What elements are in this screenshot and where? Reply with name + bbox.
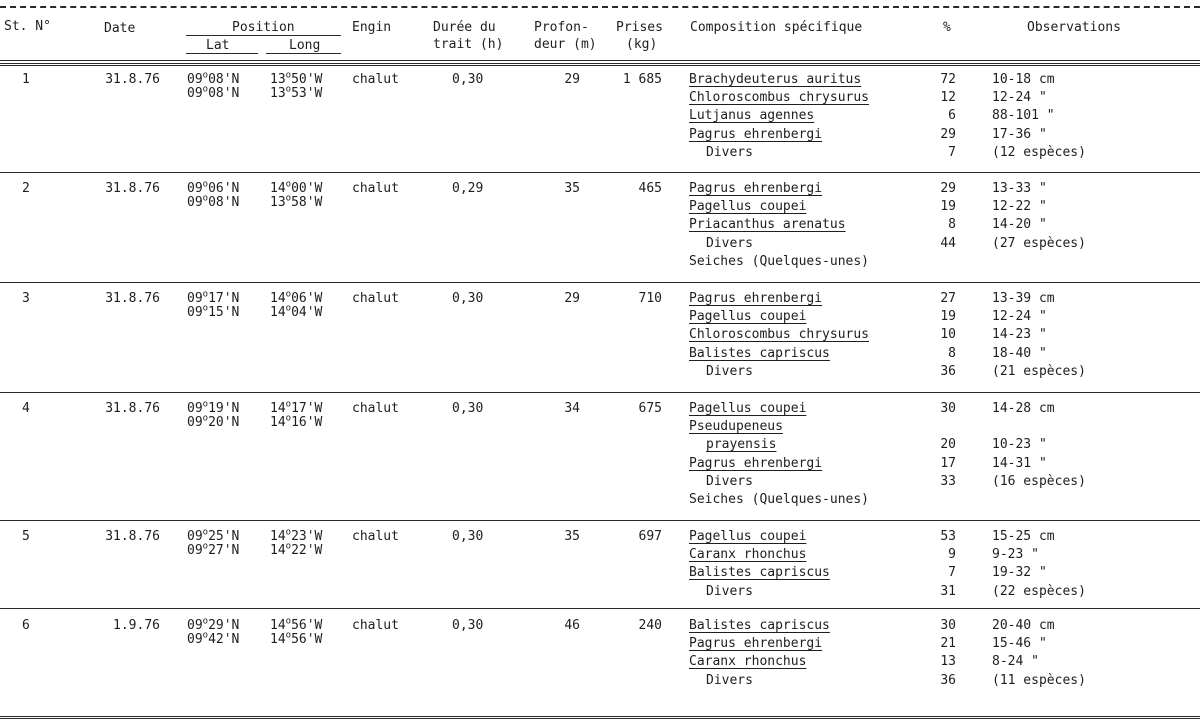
station-long-1: 13$^o$50'W <box>270 70 323 87</box>
header-long: Long <box>289 38 321 53</box>
header-observations: Observations <box>1027 20 1121 35</box>
species-percent: 10 <box>940 327 956 343</box>
header-station: St. N° <box>4 19 51 34</box>
species-observation: 18-40 " <box>992 345 1047 361</box>
species-name: Pagellus coupei <box>689 529 807 544</box>
species-percent: 30 <box>940 618 956 633</box>
station-prises: 697 <box>638 529 662 544</box>
species-name: Pagrus ehrenbergi <box>689 291 823 306</box>
species-observation: 15-25 cm <box>992 529 1055 544</box>
station-long-2: 14$^o$56'W <box>270 630 323 647</box>
species-percent: 12 <box>940 90 956 106</box>
species-observation: 12-24 " <box>992 309 1047 325</box>
station-profondeur: 34 <box>564 401 580 416</box>
species-percent: 44 <box>940 235 956 251</box>
species-percent: 8 <box>948 217 956 233</box>
station-engin: chalut <box>352 529 399 544</box>
species-percent: 8 <box>948 345 956 361</box>
species-observation: 14-28 cm <box>992 401 1055 416</box>
station-lat-1: 09$^o$19'N <box>187 399 240 416</box>
species-name: Pagrus ehrenbergi <box>689 181 823 196</box>
station-prises: 675 <box>638 401 662 416</box>
station-long-2: 13$^o$58'W <box>270 193 323 210</box>
species-percent: 30 <box>940 401 956 416</box>
header-bottom-border <box>0 60 1200 61</box>
header-composition: Composition spécifique <box>690 20 863 35</box>
species-name: Balistes capriscus <box>689 618 830 633</box>
species-observation: (21 espèces) <box>992 363 1086 379</box>
header-profondeur-1: Profon- <box>534 20 589 35</box>
species-observation: 12-24 " <box>992 90 1047 106</box>
species-name: Chloroscombus chrysurus <box>689 90 870 106</box>
species-name: Chloroscombus chrysurus <box>689 327 870 343</box>
station-number: 2 <box>22 181 30 196</box>
species-name: Pagrus ehrenbergi <box>689 126 823 142</box>
station-duree: 0,30 <box>452 529 484 544</box>
station-profondeur: 35 <box>564 529 580 544</box>
station-prises: 1 685 <box>622 72 662 87</box>
header-date: Date <box>104 21 136 36</box>
station-lat-1: 09$^o$29'N <box>187 616 240 633</box>
station-engin: chalut <box>352 72 399 87</box>
species-name: Pagellus coupei <box>689 309 807 325</box>
species-percent: 19 <box>940 309 956 325</box>
station-lat-1: 09$^o$06'N <box>187 179 240 196</box>
species-name: Balistes capriscus <box>689 345 830 361</box>
station-long-2: 14$^o$16'W <box>270 413 323 430</box>
station-long-2: 13$^o$53'W <box>270 84 323 101</box>
species-name: Pseudupeneus <box>689 419 783 435</box>
species-name: Seiches (Quelques-unes) <box>689 492 870 507</box>
species-observation: 10-18 cm <box>992 72 1055 87</box>
species-name: Caranx rhonchus <box>689 654 807 670</box>
station-lat-2: 09$^o$15'N <box>187 303 240 320</box>
species-percent: 17 <box>940 455 956 471</box>
header-duree-2: trait (h) <box>433 37 504 52</box>
station-lat-2: 09$^o$08'N <box>187 193 240 210</box>
station-engin: chalut <box>352 618 399 633</box>
header-lat: Lat <box>206 38 230 53</box>
species-name: Divers <box>706 144 753 160</box>
row-separator <box>0 392 1200 393</box>
species-observation: 14-31 " <box>992 455 1047 471</box>
lat-underline <box>186 53 258 54</box>
station-long-1: 14$^o$17'W <box>270 399 323 416</box>
species-name: Divers <box>706 473 753 489</box>
species-observation: 13-39 cm <box>992 291 1055 306</box>
station-duree: 0,30 <box>452 401 484 416</box>
station-lat-2: 09$^o$42'N <box>187 630 240 647</box>
station-date: 31.8.76 <box>105 529 160 544</box>
table-bottom-border <box>0 716 1200 719</box>
header-position: Position <box>232 20 295 35</box>
species-percent: 31 <box>940 583 956 599</box>
species-percent: 19 <box>940 199 956 215</box>
station-prises: 240 <box>638 618 662 633</box>
station-prises: 465 <box>638 181 662 196</box>
species-name: Lutjanus agennes <box>689 108 815 124</box>
station-long-1: 14$^o$56'W <box>270 616 323 633</box>
species-observation: 17-36 " <box>992 126 1047 142</box>
species-observation: (27 espèces) <box>992 235 1086 251</box>
station-profondeur: 35 <box>564 181 580 196</box>
species-name: Brachydeuterus auritus <box>689 72 862 87</box>
species-observation: 19-32 " <box>992 565 1047 581</box>
header-prises-1: Prises <box>616 20 663 35</box>
station-lat-2: 09$^o$20'N <box>187 413 240 430</box>
species-observation: 15-46 " <box>992 636 1047 652</box>
position-underline <box>186 35 341 36</box>
species-name: Balistes capriscus <box>689 565 830 581</box>
species-observation: 13-33 " <box>992 181 1047 196</box>
species-name: Priacanthus arenatus <box>689 217 846 233</box>
header-duree-1: Durée du <box>433 20 496 35</box>
species-name: Seiches (Quelques-unes) <box>689 253 870 269</box>
station-date: 1.9.76 <box>113 618 160 633</box>
station-long-1: 14$^o$06'W <box>270 289 323 306</box>
station-engin: chalut <box>352 181 399 196</box>
header-percent: % <box>943 20 951 35</box>
species-percent: 7 <box>948 144 956 160</box>
station-number: 4 <box>22 401 30 416</box>
species-percent: 36 <box>940 363 956 379</box>
header-prises-2: (kg) <box>626 37 658 52</box>
station-number: 3 <box>22 291 30 306</box>
station-long-1: 14$^o$00'W <box>270 179 323 196</box>
station-profondeur: 46 <box>564 618 580 633</box>
station-lat-2: 09$^o$08'N <box>187 84 240 101</box>
species-name: Pagellus coupei <box>689 401 807 416</box>
row-separator <box>0 282 1200 283</box>
species-observation: (12 espèces) <box>992 144 1086 160</box>
species-observation: 12-22 " <box>992 199 1047 215</box>
row-separator <box>0 520 1200 521</box>
top-border <box>0 6 1200 8</box>
row-separator <box>0 608 1200 609</box>
species-observation: (22 espèces) <box>992 583 1086 599</box>
species-observation: 10-23 " <box>992 437 1047 453</box>
species-observation: 9-23 " <box>992 547 1039 563</box>
species-percent: 13 <box>940 654 956 670</box>
header-engin: Engin <box>352 20 392 35</box>
species-percent: 53 <box>940 529 956 544</box>
station-date: 31.8.76 <box>105 291 160 306</box>
species-percent: 6 <box>948 108 956 124</box>
station-profondeur: 29 <box>564 291 580 306</box>
species-percent: 29 <box>940 181 956 196</box>
station-duree: 0,29 <box>452 181 484 196</box>
row-separator <box>0 172 1200 173</box>
species-name: Divers <box>706 363 753 379</box>
station-duree: 0,30 <box>452 291 484 306</box>
station-lat-1: 09$^o$25'N <box>187 527 240 544</box>
species-name: Pagellus coupei <box>689 199 807 215</box>
species-observation: 14-23 " <box>992 327 1047 343</box>
station-lat-1: 09$^o$17'N <box>187 289 240 306</box>
station-date: 31.8.76 <box>105 181 160 196</box>
species-observation: 8-24 " <box>992 654 1039 670</box>
station-date: 31.8.76 <box>105 401 160 416</box>
species-observation: 88-101 " <box>992 108 1055 124</box>
species-observation: (16 espèces) <box>992 473 1086 489</box>
species-percent: 33 <box>940 473 956 489</box>
species-name: prayensis <box>706 437 777 453</box>
station-profondeur: 29 <box>564 72 580 87</box>
station-long-1: 14$^o$23'W <box>270 527 323 544</box>
long-underline <box>266 53 341 54</box>
station-number: 6 <box>22 618 30 633</box>
species-name: Pagrus ehrenbergi <box>689 455 823 471</box>
station-lat-1: 09$^o$08'N <box>187 70 240 87</box>
species-name: Divers <box>706 235 753 251</box>
species-percent: 29 <box>940 126 956 142</box>
station-engin: chalut <box>352 401 399 416</box>
station-long-2: 14$^o$04'W <box>270 303 323 320</box>
species-percent: 27 <box>940 291 956 306</box>
species-percent: 72 <box>940 72 956 87</box>
station-number: 5 <box>22 529 30 544</box>
species-observation: (11 espèces) <box>992 672 1086 688</box>
station-duree: 0,30 <box>452 618 484 633</box>
species-observation: 14-20 " <box>992 217 1047 233</box>
species-name: Divers <box>706 672 753 688</box>
header-bottom-border-2 <box>0 63 1200 66</box>
species-name: Caranx rhonchus <box>689 547 807 563</box>
species-percent: 7 <box>948 565 956 581</box>
species-percent: 21 <box>940 636 956 652</box>
station-long-2: 14$^o$22'W <box>270 541 323 558</box>
species-percent: 20 <box>940 437 956 453</box>
species-percent: 36 <box>940 672 956 688</box>
species-name: Pagrus ehrenbergi <box>689 636 823 652</box>
station-engin: chalut <box>352 291 399 306</box>
station-lat-2: 09$^o$27'N <box>187 541 240 558</box>
species-percent: 9 <box>948 547 956 563</box>
species-name: Divers <box>706 583 753 599</box>
station-duree: 0,30 <box>452 72 484 87</box>
station-number: 1 <box>22 72 30 87</box>
station-date: 31.8.76 <box>105 72 160 87</box>
station-prises: 710 <box>638 291 662 306</box>
species-observation: 20-40 cm <box>992 618 1055 633</box>
header-profondeur-2: deur (m) <box>534 37 597 52</box>
